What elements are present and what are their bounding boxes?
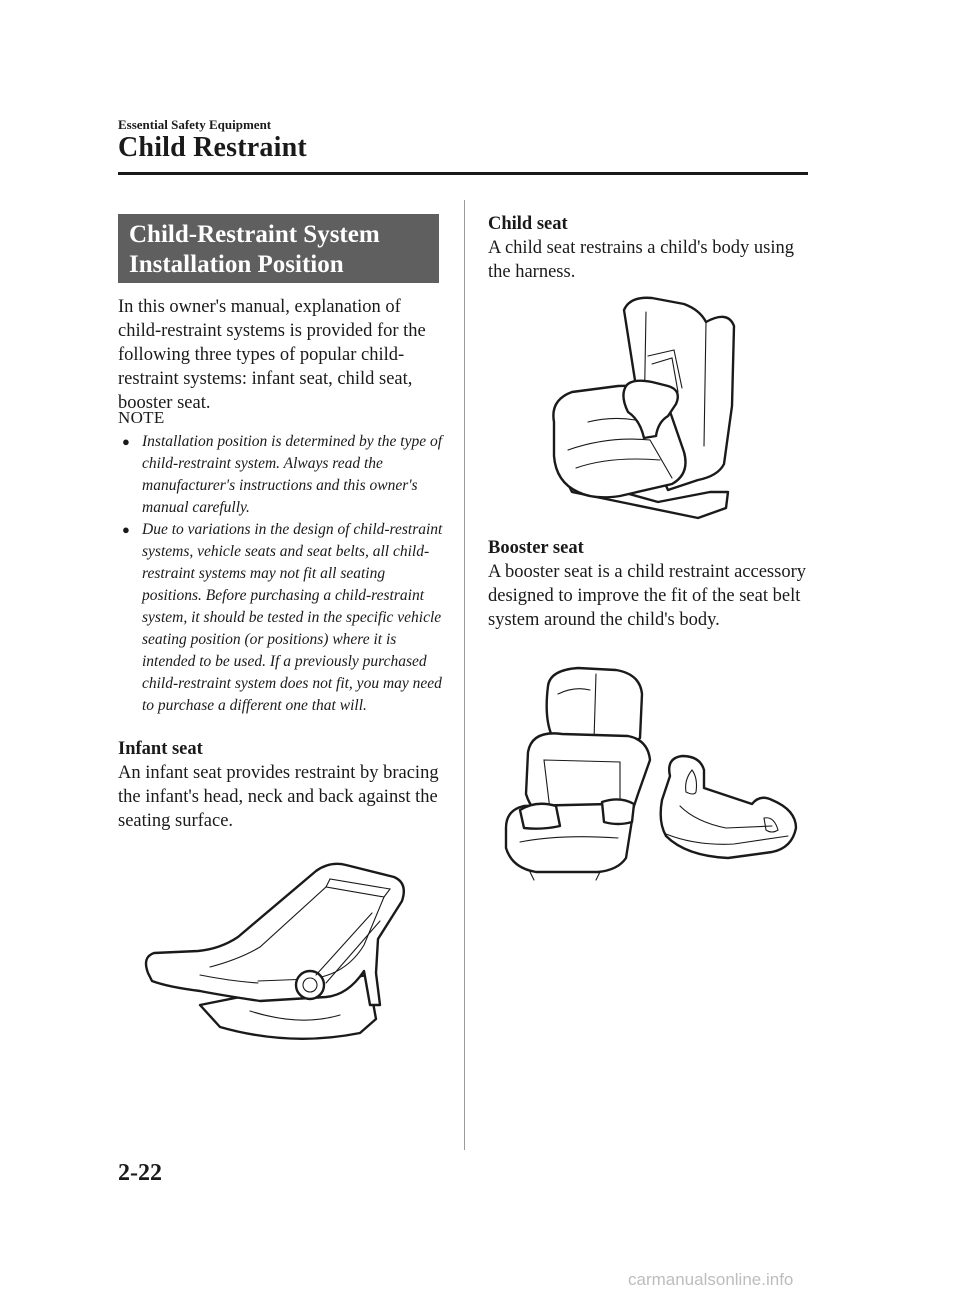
- section-heading: [118, 214, 439, 283]
- booster-cushion-illustration: [656, 748, 804, 862]
- bullet-icon: ●: [122, 522, 130, 537]
- note-item: [118, 431, 448, 519]
- child-seat-illustration: [548, 296, 748, 522]
- infant-seat-text: An infant seat provides restraint by bracing the infant's head, neck and back against the seating surface.: [118, 763, 439, 831]
- booster-seat-title: Booster seat: [488, 538, 584, 558]
- booster-seat-illustration: [500, 664, 656, 882]
- booster-seat-section: [488, 536, 818, 632]
- child-seat-section: [488, 212, 818, 284]
- infant-seat-illustration: [140, 855, 420, 1045]
- infant-seat-section: [118, 737, 448, 833]
- section-heading-line-1: Child-Restraint System: [129, 221, 380, 248]
- header-rule: [118, 172, 808, 175]
- watermark: carmanualsonline.info: [628, 1270, 794, 1289]
- booster-seat-text: A booster seat is a child restraint accessory designed to improve the fit of the seat belt system around the child's body.: [488, 562, 806, 630]
- note-list: [118, 431, 448, 717]
- page-title: Child Restraint: [118, 132, 307, 163]
- note-item-text: Installation position is determined by the type of child-restraint system. Always read the manufacturer's instructions and this owner's manual carefully.: [142, 433, 443, 516]
- note-item-text: Due to variations in the design of child-restraint systems, vehicle seats and seat belts, all child-restraint systems may not fit all seating positions. Before purchasing a child-restraint system, it should be tested in the specific vehicle seating position (or positions) where it is intended to be used. If a previously purchased child-restraint system does not fit, you may need to purchase a different one that will.: [142, 521, 443, 714]
- section-heading-line-2: Installation Position: [129, 251, 344, 278]
- column-divider: [464, 200, 465, 1150]
- bullet-icon: ●: [122, 434, 130, 449]
- page-number: 2-22: [118, 1160, 162, 1186]
- note-item: [118, 519, 448, 717]
- child-seat-title: Child seat: [488, 214, 568, 234]
- note-title: NOTE: [118, 408, 165, 427]
- intro-paragraph: In this owner's manual, explanation of child-restraint systems is provided for the following three types of popular child-restraint systems: infant seat, child seat, booster seat.: [118, 297, 426, 413]
- section-label: Essential Safety Equipment: [118, 117, 272, 132]
- infant-seat-title: Infant seat: [118, 739, 203, 759]
- child-seat-text: A child seat restrains a child's body using the harness.: [488, 238, 794, 282]
